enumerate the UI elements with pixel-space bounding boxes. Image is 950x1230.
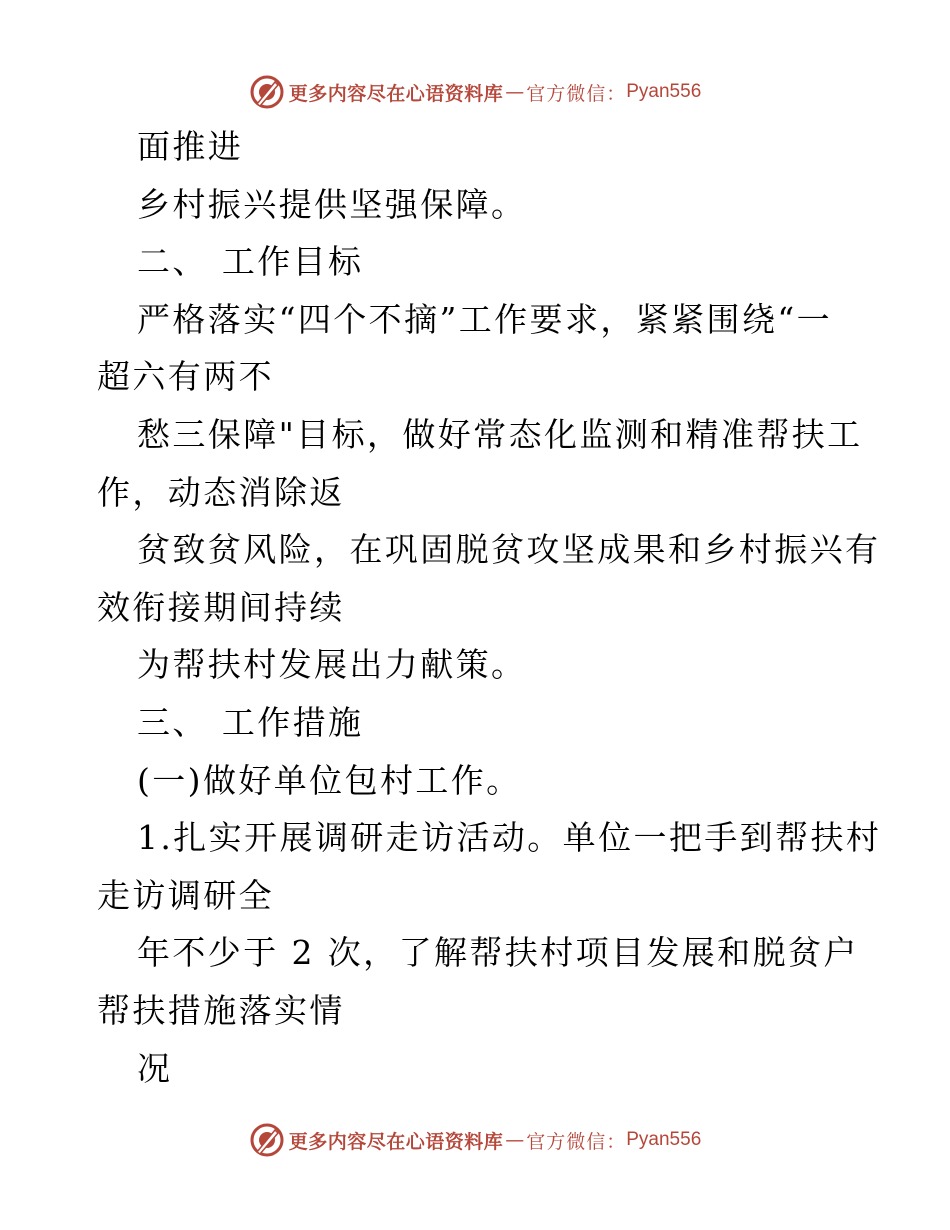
paragraph-line: 超六有两不 <box>97 357 274 397</box>
watermark-separator: — <box>505 1129 525 1151</box>
pen-logo-icon <box>249 74 285 110</box>
paragraph-line: 为帮扶村发展出力献策。 <box>137 645 527 685</box>
section-number: 二、 <box>137 242 208 282</box>
watermark-wechat-label: 官方微信： <box>526 1130 627 1153</box>
paragraph-line: 作，动态消除返 <box>97 472 345 512</box>
subsection-heading: (一)做好单位包村工作。 <box>137 760 522 800</box>
section-heading <box>97 233 857 291</box>
paragraph-line: 乡村振兴提供坚强保障。 <box>137 184 527 224</box>
paragraph-line: 面推进 <box>137 127 244 166</box>
pen-logo-icon <box>249 1122 285 1158</box>
paragraph-line: 愁三保障"目标，做好常态化监测和精准帮扶工 <box>137 414 863 454</box>
watermark-text: 更多内容尽在心语资料库 <box>288 1130 504 1153</box>
paragraph-line: 效衔接期间持续 <box>97 587 345 627</box>
section-heading <box>97 694 857 752</box>
paragraph-line: 1.扎实开展调研走访活动。单位一把手到帮扶村 <box>137 818 882 858</box>
section-number: 三、 <box>137 702 208 742</box>
document-body <box>97 118 882 1097</box>
paragraph-line: 帮扶措施落实情 <box>97 990 345 1030</box>
watermark-wechat-id: Pyan556 <box>626 81 702 102</box>
section-title: 工作措施 <box>221 702 364 742</box>
paragraph-line: 年不少于 2 次，了解帮扶村项目发展和脱贫户 <box>137 933 859 973</box>
paragraph-line: 严格落实“四个不摘”工作要求，紧紧围绕“一 <box>137 299 833 339</box>
section-title: 工作目标 <box>221 242 364 282</box>
footer-watermark <box>0 1120 950 1160</box>
watermark-text: 更多内容尽在心语资料库 <box>288 82 504 105</box>
watermark-wechat-label: 官方微信： <box>526 82 627 105</box>
paragraph-line: 走访调研全 <box>97 875 274 915</box>
paragraph-line: 贫致贫风险，在巩固脱贫攻坚成果和乡村振兴有 <box>137 530 881 570</box>
paragraph-line: 况 <box>137 1048 173 1088</box>
watermark-separator: — <box>505 81 525 103</box>
header-watermark <box>0 72 950 112</box>
watermark-wechat-id: Pyan556 <box>626 1129 702 1150</box>
